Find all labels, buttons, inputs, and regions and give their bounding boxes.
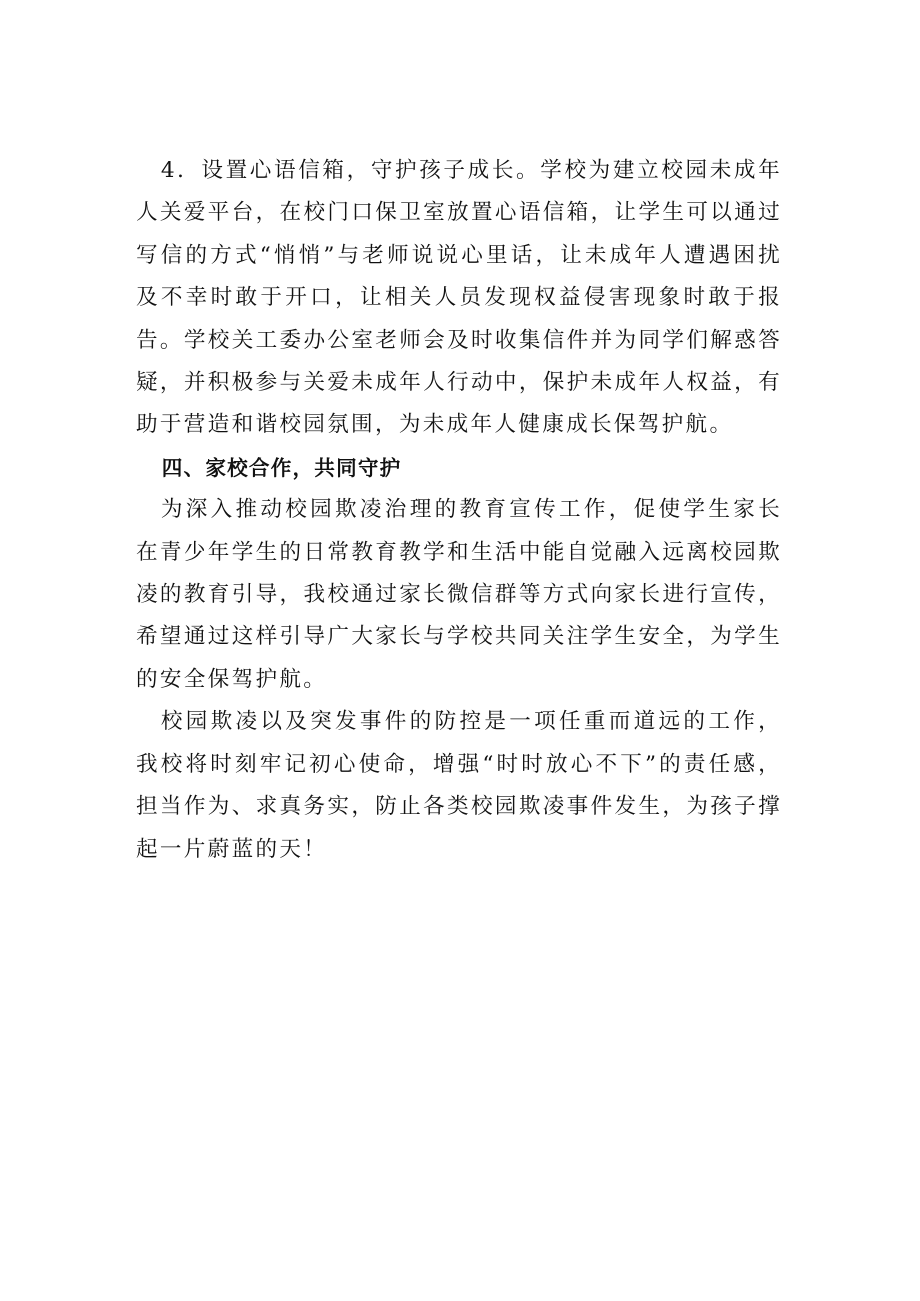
paragraph-conclusion: 校园欺凌以及突发事件的防控是一项任重而道远的工作，我校将时刻牢记初心使命，增强“时时放心不下”的责任感，担当作为、求真务实，防止各类校园欺凌事件发生，为孩子撑起一片蔚蓝的天！ xyxy=(136,709,782,862)
paragraph-item-4-letterbox: 4．设置心语信箱，守护孩子成长。学校为建立校园未成年人关爱平台，在校门口保卫室放置心语信箱，让学生可以通过写信的方式“悄悄”与老师说说心里话，让未成年人遭遇困扰及不幸时敢于开口，让相关人员发现权益侵害现象时敢于报告。学校关工委办公室老师会及时收集信件并为同学们解惑答疑，并积极参与关爱未成年人行动中，保护未成年人权益，有助于营造和谐校园氛围，为未成年人健康成长保驾护航。 xyxy=(136,158,782,438)
section-heading-home-school-cooperation: 四、家校合作，共同守护 xyxy=(161,455,402,480)
paragraph-home-school-publicity: 为深入推动校园欺凌治理的教育宣传工作，促使学生家长在青少年学生的日常教育教学和生活中能自觉融入远离校园欺凌的教育引导，我校通过家长微信群等方式向家长进行宣传，希望通过这样引导广大家长与学校共同关注学生安全，为学生的安全保驾护航。 xyxy=(136,497,782,692)
